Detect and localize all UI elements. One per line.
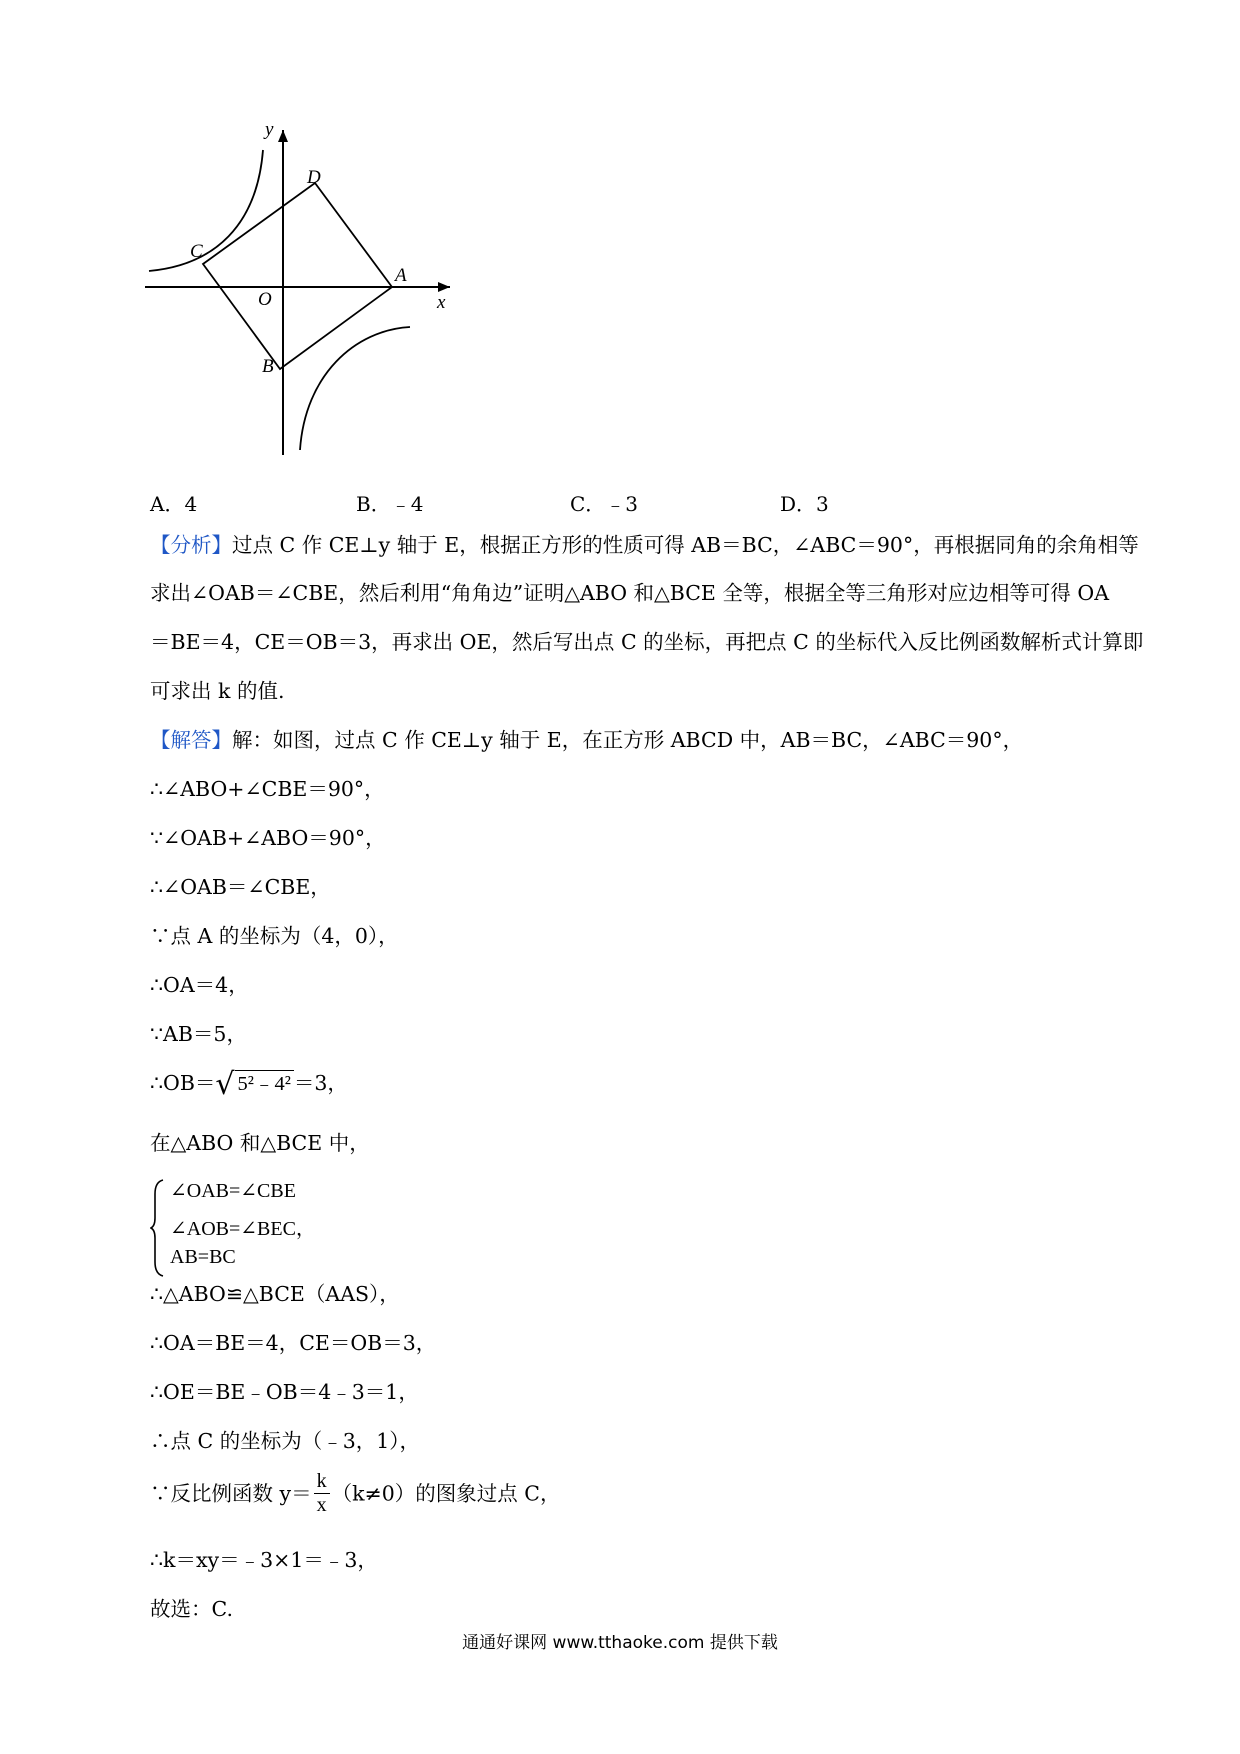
solution-step: ∵点 A 的坐标为（4，0）， xyxy=(150,924,399,948)
solution-tag: 【解答】 xyxy=(150,728,232,752)
hyperbola-branch-lower-right xyxy=(300,327,410,450)
system-row-1: ∠OAB=∠CBE xyxy=(170,1180,296,1202)
page-footer: 通通好课网 www.tthaoke.com 提供下载 xyxy=(462,1633,778,1653)
label-b: B xyxy=(262,356,274,377)
solution-k-value: ∴k＝xy＝﹣3×1＝﹣3， xyxy=(150,1548,378,1572)
label-x: x xyxy=(437,292,446,313)
label-o: O xyxy=(258,289,272,310)
analysis-line-1: 【分析】过点 C 作 CE⊥y 轴于 E，根据正方形的性质可得 AB＝BC，∠ABC＝90°，再根据同角的余角相等 xyxy=(150,533,1139,557)
solution-step: ∵AB＝5， xyxy=(150,1022,247,1046)
option-a: A．4 xyxy=(150,492,198,516)
solution-sqrt-line: ∴OB＝√ 5²﹣4² ＝3， xyxy=(150,1067,348,1102)
fraction-k-over-x: $\frac{k}{x}$ xyxy=(314,1470,330,1517)
sqrt-expression: 5²﹣4² xyxy=(235,1070,294,1095)
solution-answer: 故选：C. xyxy=(150,1597,233,1621)
sqrt-sign: √ xyxy=(215,1067,235,1102)
analysis-line-4: 可求出 k 的值. xyxy=(150,679,285,703)
label-y: y xyxy=(265,125,274,140)
option-c: C．﹣3 xyxy=(570,492,639,516)
label-a: A xyxy=(395,265,407,286)
analysis-line-3: ＝BE＝4，CE＝OB＝3，再求出 OE，然后写出点 C 的坐标，再把点 C 的坐标代入反比例函数解析式计算即 xyxy=(150,630,1144,654)
label-d: D xyxy=(307,167,321,188)
analysis-line-2: 求出∠OAB＝∠CBE，然后利用“角角边”证明△ABO 和△BCE 全等，根据全等三角形对应边相等可得 OA xyxy=(150,581,1110,605)
y-axis-arrow xyxy=(278,130,288,142)
solution-step: ∴△ABO≌△BCE（AAS）， xyxy=(150,1282,400,1306)
solution-in-triangles: 在△ABO 和△BCE 中， xyxy=(150,1131,370,1155)
coordinate-figure xyxy=(145,125,465,465)
solution-function-line: ∵反比例函数 y＝ $\frac{k}{x}$ （k≠0）的图象过点 C， xyxy=(150,1470,561,1516)
solution-step: ∴OA＝4， xyxy=(150,973,249,997)
system-row-2: ∠AOB=∠BEC， xyxy=(170,1218,316,1240)
solution-step: ∴点 C 的坐标为（﹣3，1）， xyxy=(150,1429,421,1453)
solution-step: ∵∠OAB+∠ABO＝90°， xyxy=(150,826,386,850)
system-row-3: AB=BC xyxy=(170,1246,236,1268)
left-brace xyxy=(150,1178,166,1278)
equation-system xyxy=(150,1178,410,1278)
label-c: C xyxy=(190,241,203,262)
solution-step: ∴∠OAB＝∠CBE， xyxy=(150,875,331,899)
analysis-tag: 【分析】 xyxy=(150,533,232,557)
hyperbola-branch-upper-left xyxy=(149,150,263,271)
solution-step: ∴OE＝BE﹣OB＝4﹣3＝1， xyxy=(150,1380,419,1404)
solution-line-1: 【解答】解：如图，过点 C 作 CE⊥y 轴于 E，在正方形 ABCD 中，AB＝BC，∠ABC＝90°， xyxy=(150,728,1024,752)
option-b: B．﹣4 xyxy=(356,492,424,516)
option-d: D．3 xyxy=(780,492,829,516)
solution-step: ∴OA＝BE＝4，CE＝OB＝3， xyxy=(150,1331,437,1355)
solution-step: ∴∠ABO+∠CBE＝90°， xyxy=(150,777,385,801)
x-axis-arrow xyxy=(438,282,450,292)
